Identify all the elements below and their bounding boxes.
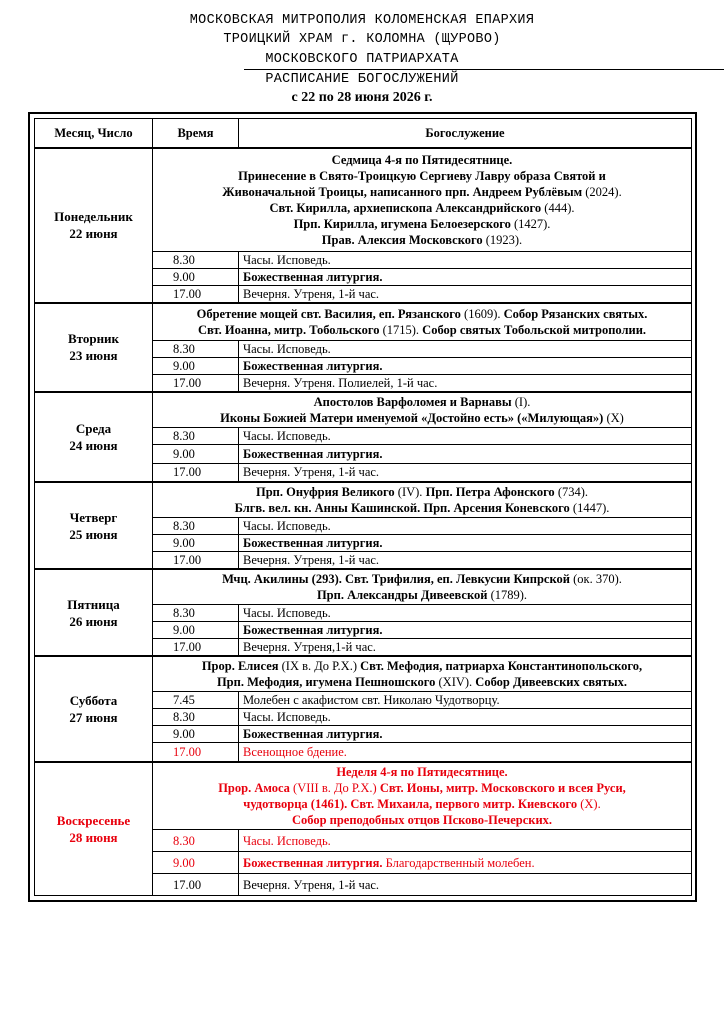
service-text: Вечерня. Утреня. Полиелей, 1-й час. [239, 374, 692, 392]
day-date: 25 июня [69, 526, 118, 542]
service-text: Часы. Исповедь. [239, 252, 692, 269]
day-date: 27 июня [69, 709, 118, 725]
table-header-row [35, 119, 692, 148]
feast-cell [153, 482, 692, 518]
day-date: 26 июня [69, 613, 118, 629]
feast-cell [153, 303, 692, 340]
day-name: Суббота [69, 692, 118, 708]
day-name: Пятница [67, 596, 120, 612]
feast-line: Свт. Кирилла, архиепископа Александрийского [269, 200, 542, 215]
service-time: 9.00 [153, 622, 239, 639]
service-text-cell [239, 852, 692, 874]
feast-line: Прп. Мефодия, игумена Пешношского [216, 675, 436, 689]
feast-year: (1609). [460, 306, 504, 321]
column-header-service: Богослужение [239, 119, 692, 148]
schedule-title: РАСПИСАНИЕ БОГОСЛУЖЕНИЙ [265, 72, 459, 87]
service-text: Вечерня. Утреня,1-й час. [239, 639, 692, 657]
feast-cell [153, 569, 692, 605]
patriarchate-title: МОСКОВСКОГО ПАТРИАРХАТА [265, 52, 459, 67]
service-time: 17.00 [153, 743, 239, 762]
service-text: Божественная литургия. [239, 726, 692, 743]
feast-line: чудотворца (1461). Свт. Михаила, первого митр. Киевского [243, 796, 578, 811]
service-time: 17.00 [153, 874, 239, 896]
service-text: Часы. Исповедь. [239, 340, 692, 357]
service-time: 17.00 [153, 639, 239, 657]
day-date: 22 июня [69, 226, 118, 242]
service-text: Часы. Исповедь. [239, 427, 692, 444]
day-date: 24 июня [69, 437, 118, 453]
day-cell [35, 762, 153, 896]
schedule-table-frame [28, 112, 697, 902]
service-text: Вечерня. Утреня, 1-й час. [239, 874, 692, 896]
feast-line: Принесение в Свято-Троицкую Сергиеву Лавру образа Святой и [238, 168, 606, 183]
service-time: 9.00 [153, 444, 239, 463]
day-name: Четверг [69, 509, 118, 525]
service-time: 9.00 [153, 269, 239, 286]
day-cell [35, 656, 153, 762]
service-text: Часы. Исповедь. [239, 605, 692, 622]
day-name: Воскресенье [56, 812, 131, 828]
schedule-table [34, 118, 692, 896]
feast-line: Свт. Иоанна, митр. Тобольского [197, 322, 380, 337]
service-text: Вечерня. Утреня, 1-й час. [239, 552, 692, 570]
feast-line: Живоначальной Троицы, написанного прп. Андреем Рублёвым [222, 184, 583, 199]
feast-line: Иконы Божией Матери именуемой «Достойно есть» («Милующая») [220, 410, 604, 425]
day-cell [35, 569, 153, 656]
service-extra: Благодарственный молебен. [382, 855, 535, 870]
diocese-title: МОСКОВСКАЯ МИТРОПОЛИЯ КОЛОМЕНСКАЯ ЕПАРХИЯ [189, 13, 535, 28]
feast-year: (1789). [487, 588, 528, 602]
day-name: Понедельник [54, 209, 133, 225]
service-time: 9.00 [153, 852, 239, 874]
day-cell [35, 303, 153, 392]
feast-line: Мчц. Акилины (293). Свт. Трифилия, еп. Левкусии Кипрской [222, 572, 570, 586]
feast-year: (2024). [582, 184, 622, 199]
service-time: 17.00 [153, 463, 239, 482]
day-cell [35, 392, 153, 483]
service-time: 7.45 [153, 692, 239, 709]
service-time: 8.30 [153, 252, 239, 269]
table-row [35, 569, 692, 605]
feast-line: Прав. Алексия Московского [321, 232, 483, 247]
feast-line: Прп. Александры Дивеевской [316, 588, 488, 602]
feast-line: Апостолов Варфоломея и Варнавы [313, 394, 512, 409]
feast-line: Свт. Ионы, митр. Московского и всея Руси, [379, 780, 626, 795]
service-time: 17.00 [153, 552, 239, 570]
feast-line: Прор. Елисея [201, 659, 279, 673]
day-name: Среда [75, 420, 112, 436]
feast-line: Собор святых Тобольской митрополии. [422, 322, 647, 337]
table-row [35, 762, 692, 830]
day-name: Вторник [67, 331, 120, 347]
table-row [35, 656, 692, 692]
feast-cell [153, 392, 692, 428]
service-text: Божественная литургия. [239, 535, 692, 552]
feast-cell [153, 762, 692, 830]
table-row [35, 303, 692, 340]
service-time: 9.00 [153, 535, 239, 552]
service-time: 8.30 [153, 605, 239, 622]
feast-line: Обретение мощей свт. Василия, еп. Рязанского [196, 306, 461, 321]
service-text: Всенощное бдение. [239, 743, 692, 762]
service-text: Часы. Исповедь. [239, 709, 692, 726]
service-text: Часы. Исповедь. [239, 518, 692, 535]
service-time: 8.30 [153, 427, 239, 444]
service-text: Божественная литургия. [239, 444, 692, 463]
feast-line: Собор Дивеевских святых. [475, 675, 628, 689]
service-time: 9.00 [153, 357, 239, 374]
feast-line: Собор преподобных отцов Псково-Печерских. [291, 812, 553, 827]
feast-year: (IX в. До Р.Х.) [278, 659, 361, 673]
service-text: Вечерня. Утреня, 1-й час. [239, 286, 692, 304]
service-time: 9.00 [153, 726, 239, 743]
column-header-time: Время [153, 119, 239, 148]
service-text: Божественная литургия. [239, 622, 692, 639]
feast-year: (X) [603, 410, 624, 425]
service-text: Часы. Исповедь. [239, 830, 692, 852]
feast-year: (I). [511, 394, 531, 409]
service-text: Божественная литургия. [239, 269, 692, 286]
feast-year: (VIII в. До Р.Х.) [289, 780, 380, 795]
header-rule [244, 69, 724, 70]
service-time: 8.30 [153, 340, 239, 357]
service-text: Молебен с акафистом свт. Николаю Чудотворцу. [239, 692, 692, 709]
column-header-day: Месяц, Число [35, 119, 153, 148]
day-cell [35, 148, 153, 304]
feast-line: Прп. Онуфрия Великого [255, 485, 395, 499]
feast-cell [153, 656, 692, 692]
feast-line: Неделя 4-я по Пятидесятнице. [336, 764, 508, 779]
service-time: 17.00 [153, 286, 239, 304]
feast-line: Седмица 4-я по Пятидесятнице. [331, 152, 513, 167]
feast-year: (1923). [482, 232, 523, 247]
table-row [35, 148, 692, 252]
feast-line: Свт. Мефодия, патриарха Константинопольского, [360, 659, 643, 673]
day-cell [35, 482, 153, 569]
feast-year: (X). [577, 796, 601, 811]
feast-year: (IV). [394, 485, 426, 499]
service-time: 8.30 [153, 518, 239, 535]
feast-line: Прп. Петра Афонского [425, 485, 555, 499]
service-time: 17.00 [153, 374, 239, 392]
feast-year: (444). [541, 200, 575, 215]
feast-line: Прор. Амоса [218, 780, 290, 795]
church-title: ТРОИЦКИЙ ХРАМ г. КОЛОМНА (ЩУРОВО) [223, 32, 501, 47]
feast-line: Прп. Кирилла, игумена Белоезерского [293, 216, 511, 231]
feast-year: (XIV). [435, 675, 476, 689]
feast-line: Блгв. вел. кн. Анны Кашинской. Прп. Арсения Коневского [234, 501, 570, 515]
schedule-dates: с 22 по 28 июня 2026 г. [291, 90, 433, 105]
service-time: 8.30 [153, 709, 239, 726]
service-text: Вечерня. Утреня, 1-й час. [239, 463, 692, 482]
feast-year: (1427). [510, 216, 551, 231]
service-text: Божественная литургия. [243, 855, 383, 870]
table-row [35, 392, 692, 428]
service-text: Божественная литургия. [239, 357, 692, 374]
feast-year: (1715). [379, 322, 423, 337]
day-date: 28 июня [69, 829, 118, 845]
feast-year: (1447). [569, 501, 610, 515]
feast-line: Собор Рязанских святых. [503, 306, 648, 321]
day-date: 23 июня [69, 348, 118, 364]
feast-cell [153, 148, 692, 252]
feast-year: (ок. 370). [569, 572, 622, 586]
feast-year: (734). [554, 485, 589, 499]
service-time: 8.30 [153, 830, 239, 852]
table-row [35, 482, 692, 518]
